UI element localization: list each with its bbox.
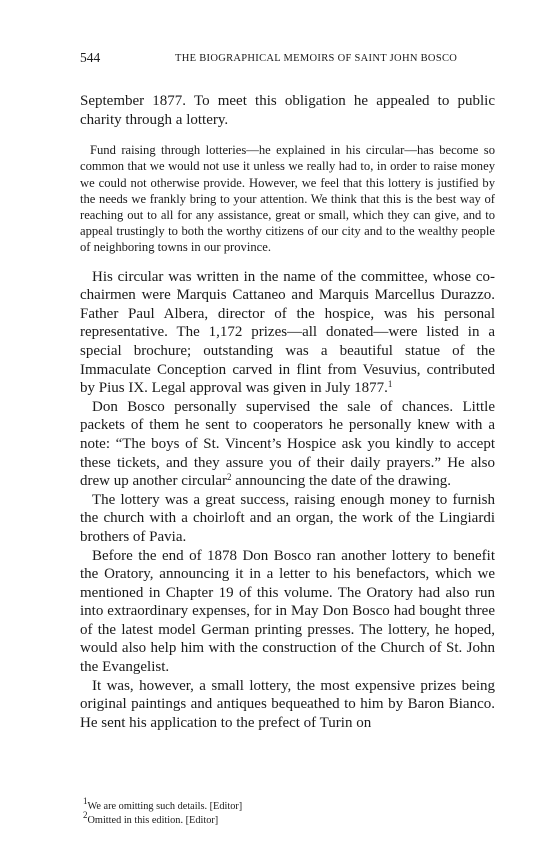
footnote-2-mark: 2 [83,809,88,820]
footnote-1-mark: 1 [83,796,88,806]
footnote-2-text: Omitted in this edition. [Editor] [87,814,219,826]
footnote-1 [83,796,483,814]
paragraph-3-text-a: Don Bosco personally supervised the sale of chances. Little packets of them he sent to cooperators he personally knew with a note: “The boys of St. Vincent’s Hospice ask you kindly to accept these tickets, and they assure you of their daily prayers.” He also drew up another circular [80,398,495,490]
footnote-ref-1[interactable]: 1 [387,379,393,390]
paragraph-4: The lottery was a great success, raising enough money to furnish the church with a choirloft and an organ, the work of the Lingiardi brothers of Pavia. [80,491,495,545]
paragraph-6: It was, however, a small lottery, the most expensive prizes being original paintings and antiques bequeathed to him by Baron Bianco. He sent his application to the prefect of Turin on [80,677,495,731]
page-number: 544 [80,50,101,65]
paragraph-3-text-b: announcing the date of the drawing. [231,473,452,490]
page-body [80,92,495,732]
block-quote: Fund raising through lotteries—he explained in his circular—has become so common that we would not use it unless we really had to, in order to raise money we could not otherwise provide. However, we feel that this lottery is justified by the needs we frankly bring to your attention. We think that this is the best way of reaching out to all for any assistance, great or small, which they can give, and to appeal trustingly to both the worthy citizens of our city and to the wealthy people of neighboring towns in our province. [80,143,495,255]
paragraph-2-text: His circular was written in the name of the committee, whose co-chairmen were Marquis Cattaneo and Marquis Marcellus Durazzo. Father Paul Albera, director of the hospice, was his personal representative. The 1,172 prizes—all donated—were listed in a special brochure; outstanding was a beautiful statue of the Immaculate Conception carved in flint from Vesuvius, contributed by Pius IX. Legal approval was given in July 1877. [80,268,495,397]
footnotes [83,796,483,827]
running-title: THE BIOGRAPHICAL MEMOIRS OF SAINT JOHN BOSCO [175,53,458,64]
paragraph-1: September 1877. To meet this obligation he appealed to public charity through a lottery. [80,93,495,128]
paragraph-3 [80,398,495,491]
footnote-ref-2[interactable]: 2 [227,472,232,483]
paragraph-5: Before the end of 1878 Don Bosco ran another lottery to benefit the Oratory, announcing it in a letter to his benefactors, which we mentioned in Chapter 19 of this volume. The Oratory had also run into extraordinary expenses, for in May Don Bosco had bought three of the latest model German printing presses. The lottery, he hoped, would also help him with the construction of the Church of St. John the Evangelist. [80,547,495,676]
footnote-1-text: We are omitting such details. [Editor] [87,801,243,812]
paragraph-2 [80,268,495,398]
footnote-2 [83,809,483,828]
